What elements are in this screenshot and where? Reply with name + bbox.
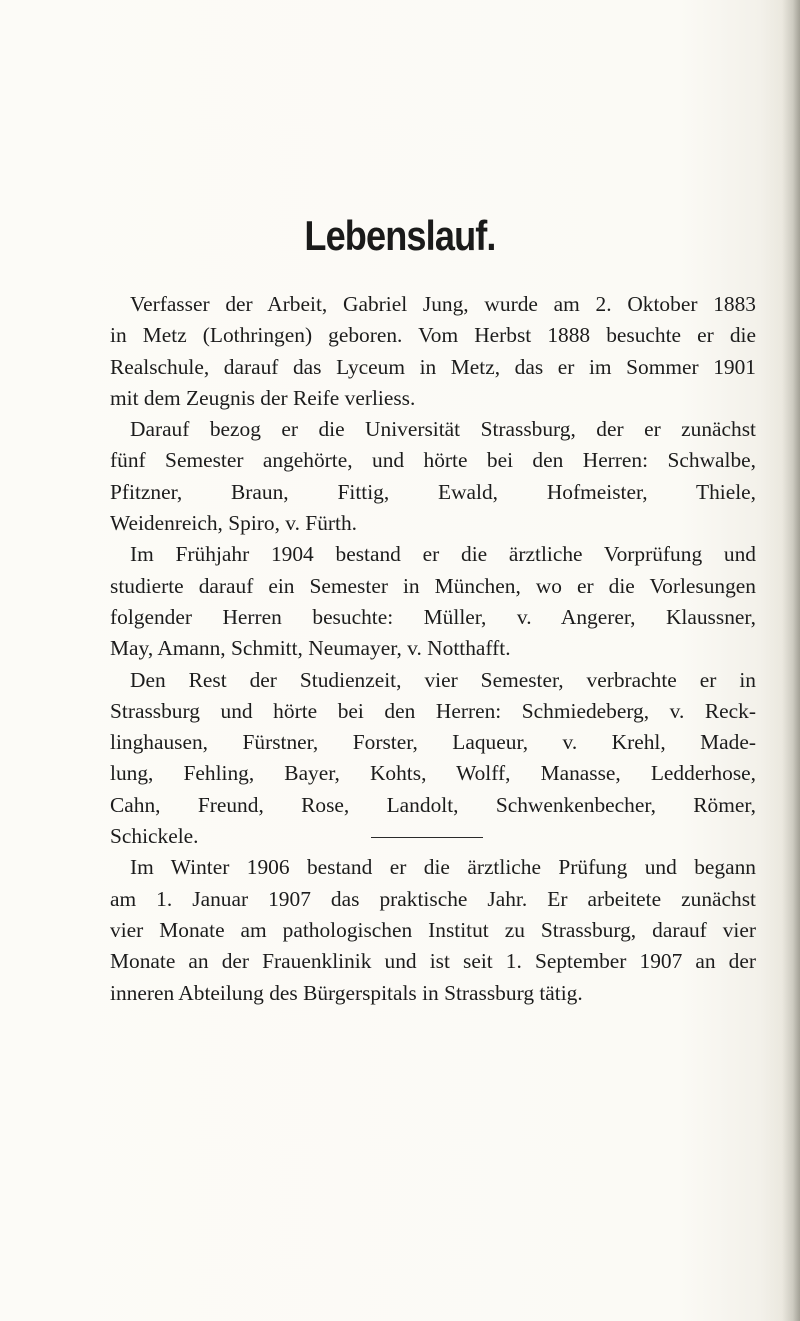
text-line: Realschule, darauf das Lyceum in Metz, das er im Sommer 1901: [110, 354, 756, 379]
text-line: Schickele.: [110, 824, 199, 849]
text-line: studierte darauf ein Semester in München, wo er die Vorlesungen: [110, 573, 756, 598]
text-line: Im Winter 1906 bestand er die ärztliche Prüfung und begann: [130, 855, 756, 880]
text-line: Weidenreich, Spiro, v. Fürth.: [110, 511, 357, 536]
text-line: Cahn, Freund, Rose, Landolt, Schwenkenbecher, Römer,: [110, 792, 756, 817]
text-line: Darauf bezog er die Universität Strassburg, der er zunächst: [130, 417, 756, 442]
text-line: Den Rest der Studienzeit, vier Semester, verbrachte er in: [130, 667, 756, 692]
text-line: linghausen, Fürstner, Forster, Laqueur, v. Krehl, Made-: [110, 730, 756, 755]
text-line: Pfitzner, Braun, Fittig, Ewald, Hofmeister, Thiele,: [110, 479, 756, 504]
page-edge-shadow: [782, 0, 800, 1321]
text-line: lung, Fehling, Bayer, Kohts, Wolff, Manasse, Ledderhose,: [110, 761, 756, 786]
body-text: [110, 289, 756, 1009]
text-line: May, Amann, Schmitt, Neumayer, v. Notthafft.: [110, 636, 511, 661]
page-title: Lebenslauf.: [304, 212, 496, 259]
text-line: Monate an der Frauenklinik und ist seit 1. September 1907 an der: [110, 949, 756, 974]
text-line: Strassburg und hörte bei den Herren: Schmiedeberg, v. Reck-: [110, 698, 756, 723]
text-line: Im Frühjahr 1904 bestand er die ärztliche Vorprüfung und: [130, 542, 756, 567]
text-line: mit dem Zeugnis der Reife verliess.: [110, 385, 416, 410]
text-line: Verfasser der Arbeit, Gabriel Jung, wurde am 2. Oktober 1883: [130, 292, 756, 316]
text-line: vier Monate am pathologischen Institut zu Strassburg, darauf vier: [110, 917, 756, 942]
text-line: inneren Abteilung des Bürgerspitals in Strassburg tätig.: [110, 980, 583, 1005]
text-line: am 1. Januar 1907 das praktische Jahr. Er arbeitete zunächst: [110, 886, 756, 911]
text-line: folgender Herren besuchte: Müller, v. Angerer, Klaussner,: [110, 604, 756, 629]
text-line: fünf Semester angehörte, und hörte bei den Herren: Schwalbe,: [110, 448, 756, 473]
text-line: in Metz (Lothringen) geboren. Vom Herbst 1888 besuchte er die: [110, 323, 756, 348]
closing-rule: [371, 837, 483, 838]
